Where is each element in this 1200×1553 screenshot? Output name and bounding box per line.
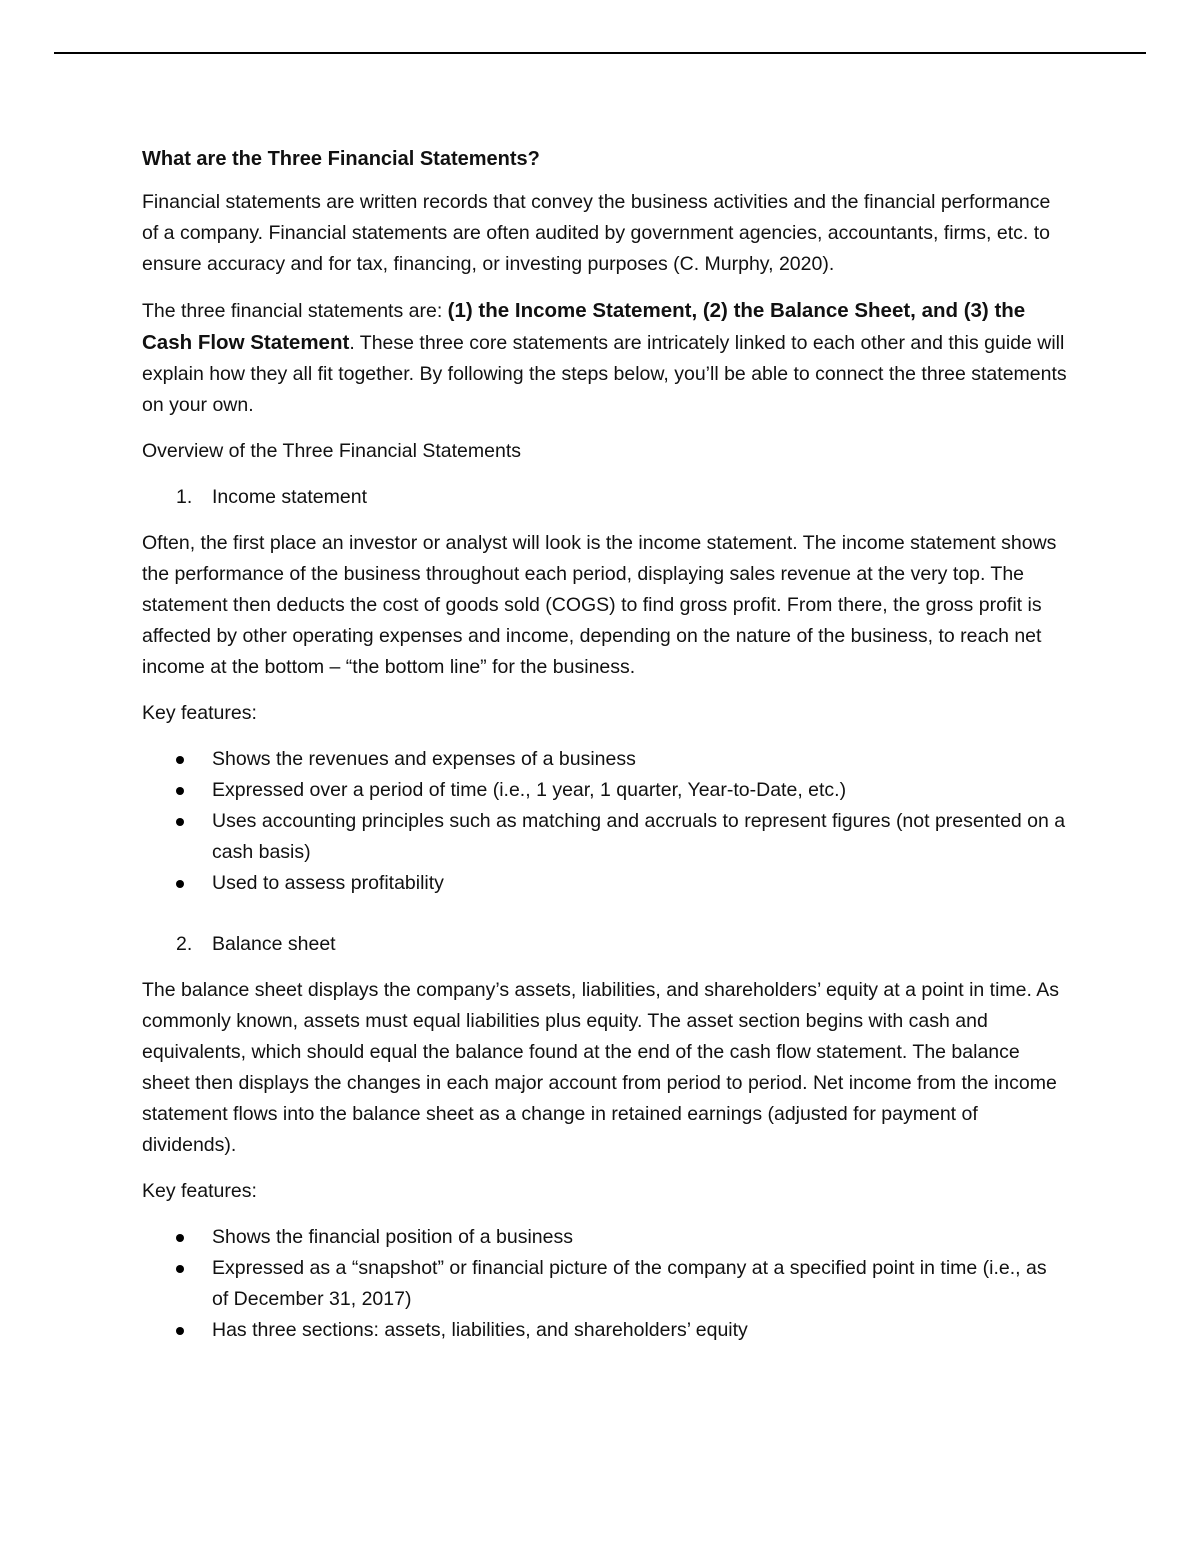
list-item	[142, 806, 1067, 868]
overview-heading: Overview of the Three Financial Statements	[142, 440, 521, 462]
bullet-icon	[176, 1265, 184, 1273]
income-features-list	[142, 744, 1067, 899]
feature-text: Used to assess profitability	[212, 872, 444, 894]
balance-paragraph: The balance sheet displays the company’s assets, liabilities, and shareholders’ equity at a point in time. As commonly known, assets must equal liabilities plus equity. The asset section begins with cash and equivalents, which should equal the balance found at the end of the cash flow statement. The balance sheet then displays the changes in each major account from period to period. Net income from the income statement flows into the balance sheet as a change in retained earnings (adjusted for payment of dividends).	[142, 979, 1060, 1156]
three-statements-paragraph	[142, 295, 1067, 421]
bullet-icon	[176, 880, 184, 888]
bullet-icon	[176, 1327, 184, 1335]
list-item	[142, 1315, 1067, 1346]
three-statements-rest: . These three core statements are intricately linked to each other and this guide will explain how they all fit together. By following the steps below, you’ll be able to connect the three statements on your own.	[142, 332, 1067, 416]
income-features-label: Key features:	[142, 702, 257, 724]
feature-text: Shows the revenues and expenses of a business	[212, 748, 636, 770]
balance-title: Balance sheet	[212, 933, 336, 955]
bullet-icon	[176, 818, 184, 826]
list-item	[142, 1253, 1067, 1315]
feature-text: Has three sections: assets, liabilities, and shareholders’ equity	[212, 1319, 748, 1341]
list-item	[142, 482, 1067, 513]
list-number: 1.	[176, 486, 193, 508]
list-item	[142, 775, 1067, 806]
income-numbered-heading	[142, 482, 1067, 513]
header-rule	[54, 52, 1146, 54]
three-statements-bold: (1) the Income Statement, (2) the Balance Sheet, and (3) the Cash Flow Statement	[142, 299, 1026, 354]
list-item	[142, 868, 1067, 899]
balance-features-label: Key features:	[142, 1180, 257, 1202]
feature-text: Shows the financial position of a business	[212, 1226, 573, 1248]
bullet-icon	[176, 756, 184, 764]
list-item	[142, 744, 1067, 775]
intro-paragraph: Financial statements are written records that convey the business activities and the financial performance of a company. Financial statements are often audited by government agencies, accountants, firms, etc. to ensure accuracy and for tax, financing, or investing purposes (C. Murphy, 2020).	[142, 191, 1051, 275]
feature-text: Uses accounting principles such as matching and accruals to represent figures (not presented on a cash basis)	[212, 810, 1066, 863]
bullet-icon	[176, 787, 184, 795]
list-item	[142, 929, 1067, 960]
document-body	[142, 144, 1067, 1361]
list-number: 2.	[176, 933, 193, 955]
list-item	[142, 1222, 1067, 1253]
balance-features-list	[142, 1222, 1067, 1346]
income-paragraph: Often, the first place an investor or analyst will look is the income statement. The income statement shows the performance of the business throughout each period, displaying sales revenue at the very top. The statement then deducts the cost of goods sold (COGS) to find gross profit. From there, the gross profit is affected by other operating expenses and income, depending on the nature of the business, to reach net income at the bottom – “the bottom line” for the business.	[142, 532, 1057, 678]
three-statements-lead: The three financial statements are:	[142, 300, 448, 322]
bullet-icon	[176, 1234, 184, 1242]
feature-text: Expressed as a “snapshot” or financial picture of the company at a specified point in time (i.e., as of December 31, 2017)	[212, 1257, 1047, 1310]
balance-numbered-heading	[142, 929, 1067, 960]
income-title: Income statement	[212, 486, 367, 508]
feature-text: Expressed over a period of time (i.e., 1 year, 1 quarter, Year-to-Date, etc.)	[212, 779, 847, 801]
document-title: What are the Three Financial Statements?	[142, 148, 540, 170]
